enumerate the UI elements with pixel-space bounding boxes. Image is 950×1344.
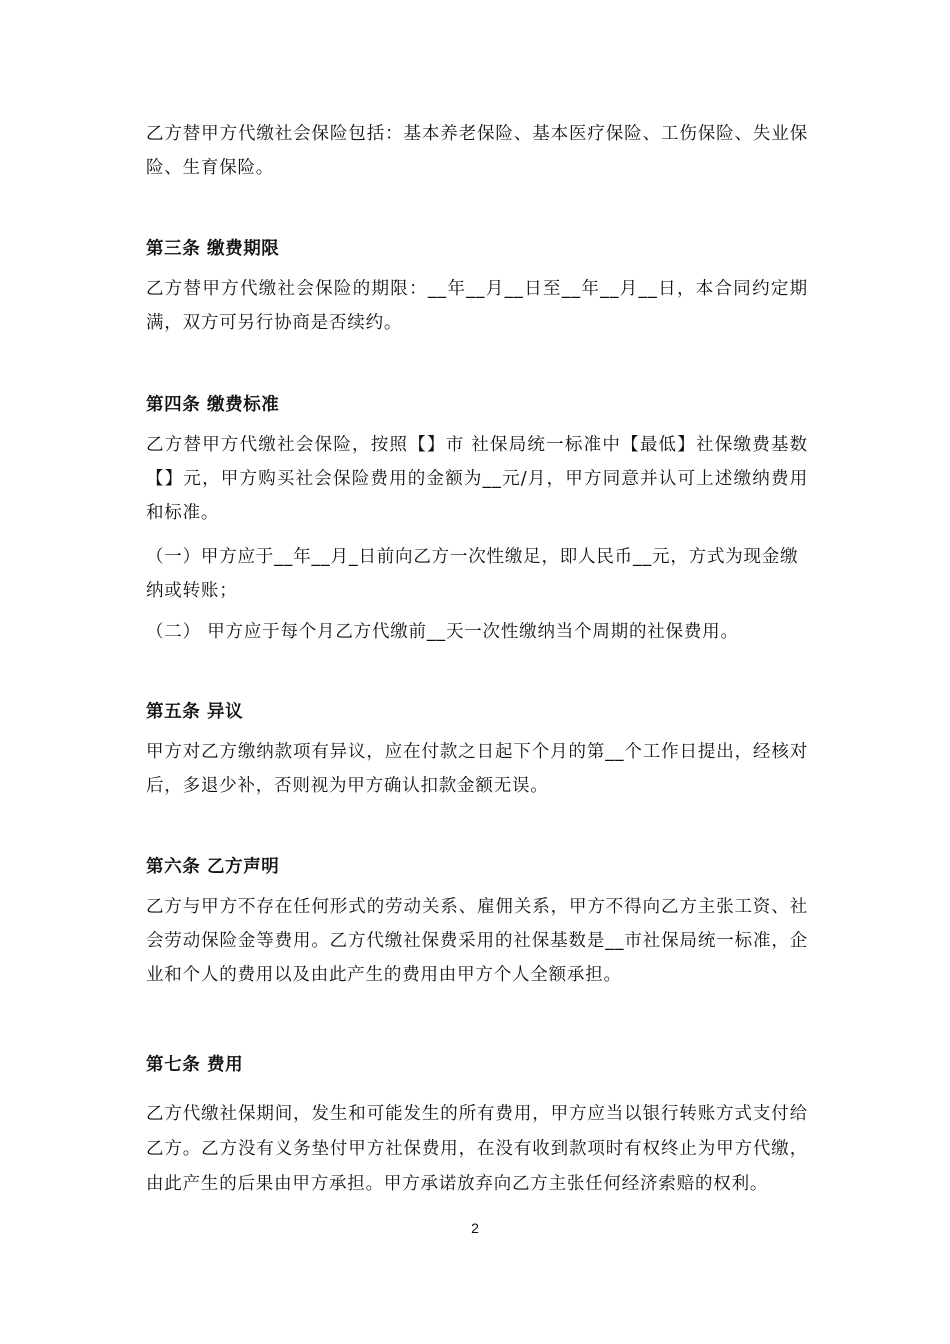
section-4-item-1: （一）甲方应于__年__月_日前向乙方一次性缴足，即人民币__元，方式为现金缴纳或转账； [146, 547, 799, 601]
section-7-paragraph: 乙方代缴社保期间，发生和可能发生的所有费用，甲方应当以银行转账方式支付给乙方。乙方没有义务垫付甲方社保费用，在没有收到款项时有权终止为甲方代缴，由此产生的后果由甲方承担。甲方承诺放弃向乙方主张任何经济索赔的权利。 [146, 1104, 808, 1194]
section-4-heading: 第四条 缴费标准 [146, 395, 280, 415]
section-5-heading: 第五条 异议 [146, 702, 244, 722]
section-3-paragraph: 乙方替甲方代缴社会保险的期限：__年__月__日至__年__月__日，本合同约定期满，双方可另行协商是否续约。 [146, 279, 808, 333]
section-4-paragraph: 乙方替甲方代缴社会保险，按照【】市 社保局统一标准中【最低】社保缴费基数【】元，甲方购买社会保险费用的金额为__元/月，甲方同意并认可上述缴纳费用和标准。 [146, 435, 808, 523]
section-6-paragraph: 乙方与甲方不存在任何形式的劳动关系、雇佣关系，甲方不得向乙方主张工资、社会劳动保险金等费用。乙方代缴社保费采用的社保基数是__市社保局统一标准，企业和个人的费用以及由此产生的费用由甲方个人全额承担。 [146, 897, 808, 985]
section-4-item-2: （二） 甲方应于每个月乙方代缴前__天一次性缴纳当个周期的社保费用。 [146, 622, 739, 642]
section-6-heading: 第六条 乙方声明 [146, 857, 280, 877]
section-5-paragraph: 甲方对乙方缴纳款项有异议，应在付款之日起下个月的第__个工作日提出，经核对后，多退少补，否则视为甲方确认扣款金额无误。 [146, 742, 808, 796]
section-7-heading: 第七条 费用 [146, 1055, 244, 1075]
section-3-heading: 第三条 缴费期限 [146, 239, 280, 259]
page-number: 2 [471, 1220, 479, 1236]
intro-paragraph: 乙方替甲方代缴社会保险包括：基本养老保险、基本医疗保险、工伤保险、失业保险、生育保险。 [146, 124, 808, 178]
